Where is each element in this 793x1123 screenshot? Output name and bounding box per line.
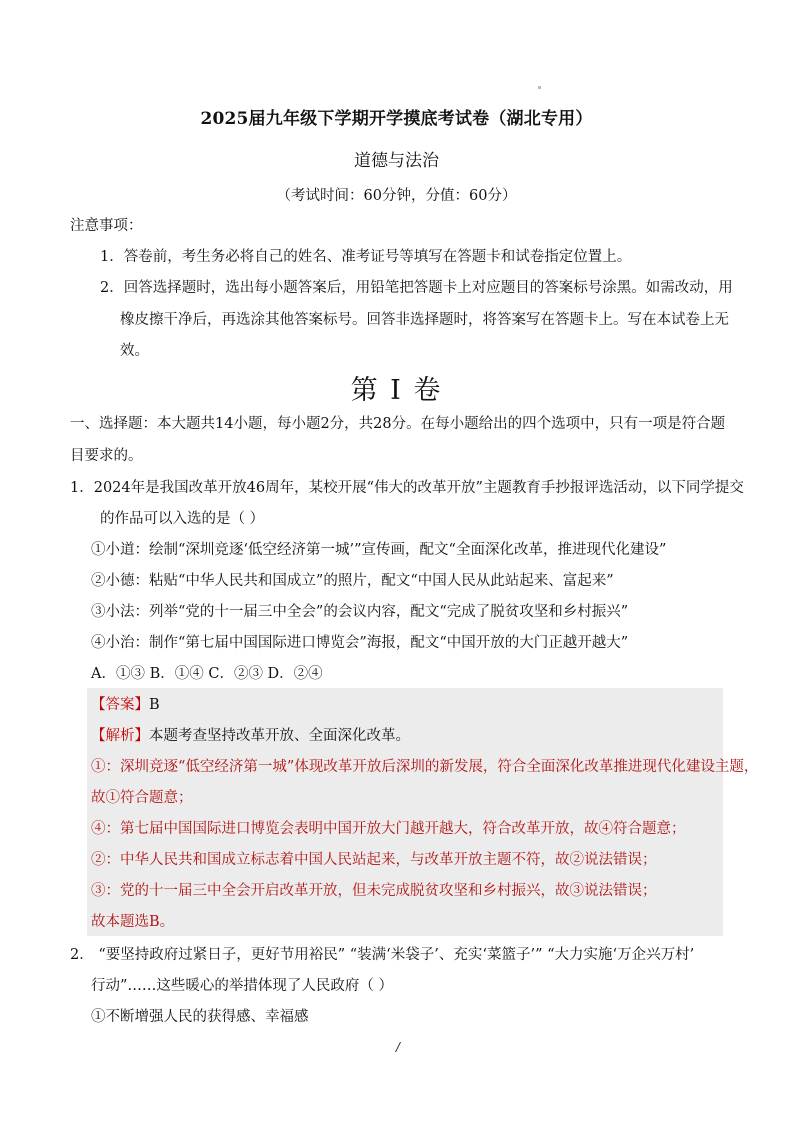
page-number: / — [396, 1040, 401, 1054]
section-intro: 一、选择题：本大题共14小题，每小题2分，共28分。在每小题给出的四个选项中，只有一项是符合题 — [70, 416, 726, 432]
question-2-stem-cont: 行动”……这些暖心的举措体现了人民政府（ ） — [91, 978, 394, 994]
notice-item-2: 2．回答选择题时，选出每小题答案后，用铅笔把答题卡上对应题目的答案标号涂黑。如需改动，用 — [100, 280, 733, 296]
question-1-stem-cont: 的作品可以入选的是（ ） — [100, 511, 265, 527]
question-1-option-3: ③小法：列举“党的十一届三中全会”的会议内容，配文“完成了脱贫攻坚和乡村振兴” — [91, 604, 629, 620]
question-2-option-1: ①不断增强人民的获得感、幸福感 — [91, 1009, 309, 1025]
analysis-line — [91, 726, 410, 746]
analysis-point-4: ③：党的十一届三中全会开启改革开放，但未完成脱贫攻坚和乡村振兴，故③说法错误； — [91, 883, 657, 899]
analysis-point-2: ④：第七届中国国际进口博览会表明中国开放大门越开越大，符合改革开放，故④符合题意； — [91, 821, 686, 837]
question-1-option-1: ①小道：绘制“深圳竞逐‘低空经济第一城’”宣传画，配文“全面深化改革，推进现代化建设” — [91, 542, 667, 558]
subject-title: 道德与法治 — [354, 151, 439, 171]
answer-value: B — [149, 697, 160, 713]
answer-tag: 【答案】 — [91, 697, 149, 713]
analysis-tag: 【解析】 — [91, 728, 149, 744]
question-1-option-4: ④小治：制作“第七届中国国际进口博览会”海报，配文“中国开放的大门正越开越大” — [91, 635, 629, 651]
notice-item-1: 1．答卷前，考生务必将自己的姓名、准考证号等填写在答题卡和试卷指定位置上。 — [100, 249, 632, 265]
analysis-point-1-cont: 故①符合题意； — [91, 790, 193, 806]
section-heading: 第 I 卷 — [350, 375, 443, 406]
question-1-option-2: ②小德：粘贴“中华人民共和国成立”的照片，配文“中国人民从此站起来、富起来” — [91, 573, 614, 589]
notice-item-2-end: 效。 — [120, 343, 149, 359]
analysis-conclusion: 故本题选B。 — [91, 914, 175, 930]
analysis-text: 本题考查坚持改革开放、全面深化改革。 — [149, 728, 410, 744]
exam-time: （考试时间：60分钟，分值：60分） — [276, 188, 517, 204]
notice-item-2-cont: 橡皮擦干净后，再选涂其他答案标号。回答非选择题时，将答案写在答题卡上。写在本试卷上无 — [120, 312, 729, 328]
scan-dot — [538, 86, 541, 89]
notice-heading: 注意事项： — [70, 218, 143, 234]
analysis-point-3: ②：中华人民共和国成立标志着中国人民站起来，与改革开放主题不符，故②说法错误； — [91, 852, 657, 868]
page-title: 2025届九年级下学期开学摸底考试卷（湖北专用） — [200, 109, 593, 129]
answer-line — [91, 695, 160, 715]
question-1-choices: A．①③ B．①④ C．②③ D．②④ — [91, 666, 323, 682]
analysis-point-1: ①：深圳竞逐“低空经济第一城”体现改革开放后深圳的新发展，符合全面深化改革推进现代化建设主题， — [91, 759, 759, 775]
question-1-stem: 1．2024年是我国改革开放46周年，某校开展“伟大的改革开放”主题教育手抄报评选活动，以下同学提交 — [70, 480, 744, 496]
section-intro-cont: 目要求的。 — [70, 448, 143, 464]
question-2-stem: 2． “要坚持政府过紧日子，更好节用裕民” “装满‘米袋子’、充实‘菜篮子’” “大力实施‘万企兴万村’ — [70, 947, 695, 963]
